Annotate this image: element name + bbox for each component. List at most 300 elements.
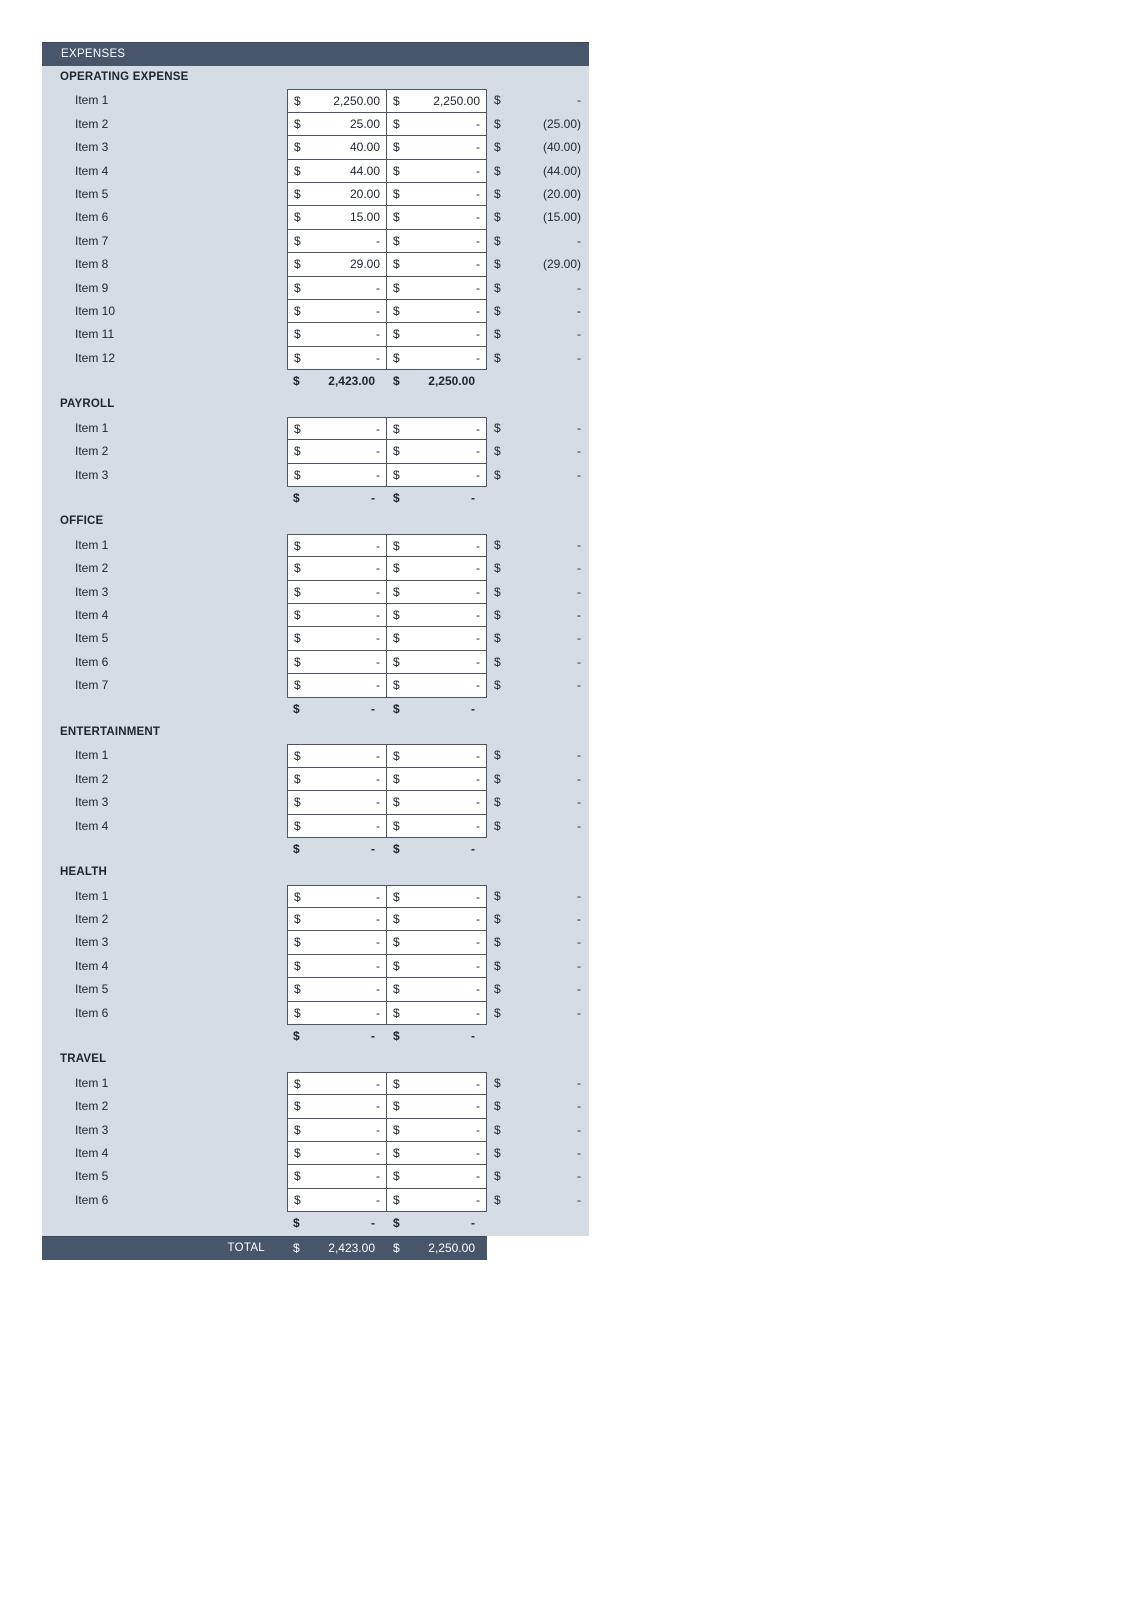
item-row — [42, 931, 589, 954]
item-row — [42, 347, 589, 370]
currency-symbol: $ — [494, 912, 501, 927]
subtotal-row — [42, 487, 589, 510]
col2-input-cell[interactable] — [387, 604, 487, 627]
col2-value: - — [476, 327, 480, 342]
currency-symbol: $ — [294, 327, 301, 342]
item-row — [42, 136, 589, 159]
item-label: Item 2 — [75, 771, 109, 786]
item-row — [42, 300, 589, 323]
difference-value: - — [577, 888, 581, 903]
currency-symbol: $ — [494, 631, 501, 646]
col2-input-cell[interactable] — [387, 815, 487, 838]
currency-symbol: $ — [294, 1122, 301, 1137]
col2-value: - — [476, 1145, 480, 1160]
item-label: Item 3 — [75, 935, 109, 950]
subtotal-col2-value: - — [471, 1216, 475, 1231]
currency-symbol: $ — [294, 1192, 301, 1207]
col2-value: - — [476, 303, 480, 318]
subtotal-col1-currency: $ — [293, 374, 300, 389]
item-row — [42, 323, 589, 346]
col2-input-cell[interactable] — [387, 464, 487, 487]
col2-input-cell[interactable] — [387, 347, 487, 370]
currency-symbol: $ — [494, 607, 501, 622]
currency-symbol: $ — [494, 795, 501, 810]
currency-symbol: $ — [294, 350, 301, 365]
item-row — [42, 768, 589, 791]
currency-symbol: $ — [294, 94, 301, 109]
currency-symbol: $ — [294, 584, 301, 599]
item-row — [42, 885, 589, 908]
col2-input-cell[interactable] — [387, 581, 487, 604]
item-row — [42, 183, 589, 206]
item-label: Item 4 — [75, 163, 109, 178]
currency-symbol: $ — [494, 467, 501, 482]
col2-input-cell[interactable] — [387, 791, 487, 814]
col1-value: - — [376, 1192, 380, 1207]
difference-value: - — [577, 958, 581, 973]
col2-value: - — [476, 1076, 480, 1091]
col1-input-cell[interactable] — [287, 815, 387, 838]
col2-value: - — [476, 631, 480, 646]
col1-input-cell[interactable] — [287, 277, 387, 300]
col1-input-cell[interactable] — [287, 768, 387, 791]
col1-input-cell[interactable] — [287, 744, 387, 767]
col1-value: - — [376, 1169, 380, 1184]
col2-input-cell[interactable] — [387, 1142, 487, 1165]
col2-input-cell[interactable] — [387, 1119, 487, 1142]
col1-input-cell[interactable] — [287, 557, 387, 580]
col2-input-cell[interactable] — [387, 277, 487, 300]
col2-input-cell[interactable] — [387, 908, 487, 931]
col2-input-cell[interactable] — [387, 89, 487, 112]
currency-symbol: $ — [393, 140, 400, 155]
currency-symbol: $ — [494, 233, 501, 248]
item-label: Item 3 — [75, 467, 109, 482]
col1-input-cell[interactable] — [287, 230, 387, 253]
col2-input-cell[interactable] — [387, 230, 487, 253]
currency-symbol: $ — [393, 935, 400, 950]
col1-input-cell[interactable] — [287, 89, 387, 112]
currency-symbol: $ — [294, 958, 301, 973]
currency-symbol: $ — [494, 1099, 501, 1114]
section-title: PAYROLL — [60, 398, 115, 411]
difference-value: (15.00) — [542, 210, 581, 225]
currency-symbol: $ — [494, 210, 501, 225]
currency-symbol: $ — [294, 140, 301, 155]
col2-value: - — [476, 140, 480, 155]
col2-value: - — [476, 958, 480, 973]
item-row — [42, 113, 589, 136]
currency-symbol: $ — [494, 444, 501, 459]
item-row — [42, 206, 589, 229]
col2-input-cell[interactable] — [387, 136, 487, 159]
subtotal-col1-currency: $ — [293, 1216, 300, 1231]
col2-input-cell[interactable] — [387, 768, 487, 791]
total-col1-value: 2,423.00 — [328, 1240, 375, 1255]
subtotal-col1-value: 2,423.00 — [328, 374, 375, 389]
currency-symbol: $ — [294, 421, 301, 436]
col1-input-cell[interactable] — [287, 136, 387, 159]
currency-symbol: $ — [393, 280, 400, 295]
item-row — [42, 627, 589, 650]
col1-value: - — [376, 561, 380, 576]
item-row — [42, 1189, 589, 1212]
subtotal-col1-value: - — [371, 701, 375, 716]
col2-value: - — [476, 116, 480, 131]
currency-symbol: $ — [294, 1099, 301, 1114]
difference-value: - — [577, 350, 581, 365]
expenses-body — [42, 66, 589, 1236]
item-label: Item 1 — [75, 748, 109, 763]
expenses-title: EXPENSES — [61, 48, 126, 60]
col1-value: 40.00 — [349, 140, 380, 155]
col1-input-cell[interactable] — [287, 1165, 387, 1188]
item-label: Item 7 — [75, 233, 109, 248]
currency-symbol: $ — [393, 912, 400, 927]
col1-value: - — [376, 421, 380, 436]
col1-value: 15.00 — [349, 210, 380, 225]
subtotal-col1-currency: $ — [293, 1029, 300, 1044]
currency-symbol: $ — [294, 467, 301, 482]
col1-input-cell[interactable] — [287, 931, 387, 954]
currency-symbol: $ — [294, 771, 301, 786]
item-row — [42, 1142, 589, 1165]
col1-value: 44.00 — [349, 163, 380, 178]
currency-symbol: $ — [294, 186, 301, 201]
item-label: Item 1 — [75, 537, 109, 552]
item-row — [42, 1095, 589, 1118]
col1-value: - — [376, 1099, 380, 1114]
currency-symbol: $ — [494, 303, 501, 318]
currency-symbol: $ — [494, 561, 501, 576]
item-label: Item 11 — [75, 327, 115, 342]
item-row — [42, 1165, 589, 1188]
currency-symbol: $ — [393, 749, 400, 764]
col1-input-cell[interactable] — [287, 674, 387, 697]
item-row — [42, 440, 589, 463]
subtotal-col2-value: - — [471, 841, 475, 856]
col1-value: 2,250.00 — [333, 94, 380, 109]
col1-input-cell[interactable] — [287, 464, 387, 487]
col1-input-cell[interactable] — [287, 885, 387, 908]
col2-input-cell[interactable] — [387, 417, 487, 440]
item-row — [42, 534, 589, 557]
col2-value: - — [476, 257, 480, 272]
item-row — [42, 1072, 589, 1095]
currency-symbol: $ — [494, 1192, 501, 1207]
col1-value: - — [376, 631, 380, 646]
difference-value: - — [577, 327, 581, 342]
col1-input-cell[interactable] — [287, 347, 387, 370]
col1-input-cell[interactable] — [287, 651, 387, 674]
currency-symbol: $ — [393, 889, 400, 904]
col2-value: - — [476, 1122, 480, 1137]
col2-input-cell[interactable] — [387, 253, 487, 276]
currency-symbol: $ — [494, 678, 501, 693]
section-title: OFFICE — [60, 515, 104, 528]
col2-input-cell[interactable] — [387, 627, 487, 650]
subtotal-col2-currency: $ — [393, 701, 400, 716]
item-label: Item 6 — [75, 210, 109, 225]
difference-value: - — [577, 467, 581, 482]
col1-value: - — [376, 538, 380, 553]
item-label: Item 8 — [75, 257, 109, 272]
col1-input-cell[interactable] — [287, 908, 387, 931]
currency-symbol: $ — [294, 889, 301, 904]
currency-symbol: $ — [393, 186, 400, 201]
col1-value: - — [376, 444, 380, 459]
col1-value: - — [376, 233, 380, 248]
section-title: OPERATING EXPENSE — [60, 71, 189, 83]
difference-value: - — [577, 607, 581, 622]
item-row — [42, 604, 589, 627]
currency-symbol: $ — [393, 1076, 400, 1091]
col1-input-cell[interactable] — [287, 604, 387, 627]
col1-input-cell[interactable] — [287, 1072, 387, 1095]
col2-value: - — [476, 607, 480, 622]
subtotal-col2-currency: $ — [393, 1216, 400, 1231]
currency-symbol: $ — [294, 210, 301, 225]
item-label: Item 2 — [75, 561, 109, 576]
col2-value: - — [476, 678, 480, 693]
difference-value: - — [577, 771, 581, 786]
subtotal-col1-value: - — [371, 491, 375, 506]
col2-input-cell[interactable] — [387, 1072, 487, 1095]
col1-input-cell[interactable] — [287, 978, 387, 1001]
currency-symbol: $ — [393, 303, 400, 318]
currency-symbol: $ — [393, 1099, 400, 1114]
col1-input-cell[interactable] — [287, 627, 387, 650]
col1-input-cell[interactable] — [287, 1142, 387, 1165]
col2-input-cell[interactable] — [387, 323, 487, 346]
item-row — [42, 744, 589, 767]
difference-value: - — [577, 1145, 581, 1160]
currency-symbol: $ — [393, 163, 400, 178]
difference-value: - — [577, 303, 581, 318]
col2-input-cell[interactable] — [387, 931, 487, 954]
col2-value: - — [476, 210, 480, 225]
currency-symbol: $ — [494, 420, 501, 435]
col2-input-cell[interactable] — [387, 1165, 487, 1188]
item-row — [42, 674, 589, 697]
currency-symbol: $ — [494, 537, 501, 552]
col1-value: - — [376, 889, 380, 904]
col1-value: - — [376, 1076, 380, 1091]
currency-symbol: $ — [294, 1076, 301, 1091]
item-label: Item 3 — [75, 584, 109, 599]
col1-input-cell[interactable] — [287, 160, 387, 183]
col2-value: - — [476, 889, 480, 904]
currency-symbol: $ — [393, 210, 400, 225]
col1-input-cell[interactable] — [287, 440, 387, 463]
currency-symbol: $ — [393, 421, 400, 436]
currency-symbol: $ — [393, 607, 400, 622]
currency-symbol: $ — [494, 888, 501, 903]
difference-value: - — [577, 561, 581, 576]
item-label: Item 4 — [75, 818, 109, 833]
col1-input-cell[interactable] — [287, 1002, 387, 1025]
col2-input-cell[interactable] — [387, 744, 487, 767]
col2-input-cell[interactable] — [387, 440, 487, 463]
col2-input-cell[interactable] — [387, 183, 487, 206]
difference-value: - — [577, 1122, 581, 1137]
currency-symbol: $ — [393, 654, 400, 669]
currency-symbol: $ — [294, 818, 301, 833]
col2-value: 2,250.00 — [433, 94, 480, 109]
col2-value: - — [476, 1099, 480, 1114]
item-label: Item 2 — [75, 444, 109, 459]
col1-value: - — [376, 467, 380, 482]
col2-value: - — [476, 912, 480, 927]
col1-input-cell[interactable] — [287, 113, 387, 136]
col1-input-cell[interactable] — [287, 417, 387, 440]
col2-value: - — [476, 584, 480, 599]
difference-value: - — [577, 1169, 581, 1184]
total-col1-currency: $ — [293, 1240, 300, 1255]
subtotal-col2-value: 2,250.00 — [428, 374, 475, 389]
subtotal-col2-currency: $ — [393, 1029, 400, 1044]
currency-symbol: $ — [294, 303, 301, 318]
currency-symbol: $ — [393, 1122, 400, 1137]
currency-symbol: $ — [393, 795, 400, 810]
col1-value: - — [376, 303, 380, 318]
col2-value: - — [476, 186, 480, 201]
difference-value: - — [577, 818, 581, 833]
col2-input-cell[interactable] — [387, 206, 487, 229]
subtotal-col2-currency: $ — [393, 841, 400, 856]
currency-symbol: $ — [494, 748, 501, 763]
expense-section — [42, 393, 589, 510]
col2-input-cell[interactable] — [387, 113, 487, 136]
currency-symbol: $ — [494, 771, 501, 786]
difference-value: - — [577, 1099, 581, 1114]
col2-input-cell[interactable] — [387, 885, 487, 908]
col2-value: - — [476, 467, 480, 482]
item-row — [42, 955, 589, 978]
subtotal-row — [42, 698, 589, 721]
col1-input-cell[interactable] — [287, 581, 387, 604]
currency-symbol: $ — [294, 280, 301, 295]
col2-input-cell[interactable] — [387, 160, 487, 183]
item-label: Item 3 — [75, 1122, 109, 1137]
currency-symbol: $ — [294, 233, 301, 248]
item-label: Item 2 — [75, 116, 109, 131]
col2-value: - — [476, 561, 480, 576]
currency-symbol: $ — [294, 749, 301, 764]
currency-symbol: $ — [393, 350, 400, 365]
col1-value: - — [376, 678, 380, 693]
col1-input-cell[interactable] — [287, 1095, 387, 1118]
col2-value: - — [476, 538, 480, 553]
currency-symbol: $ — [494, 140, 501, 155]
currency-symbol: $ — [494, 93, 501, 108]
item-row — [42, 253, 589, 276]
item-label: Item 5 — [75, 631, 109, 646]
col1-input-cell[interactable] — [287, 183, 387, 206]
currency-symbol: $ — [393, 94, 400, 109]
item-label: Item 1 — [75, 420, 109, 435]
currency-symbol: $ — [494, 1169, 501, 1184]
currency-symbol: $ — [494, 982, 501, 997]
expense-section — [42, 721, 589, 861]
currency-symbol: $ — [294, 116, 301, 131]
currency-symbol: $ — [393, 467, 400, 482]
currency-symbol: $ — [294, 1169, 301, 1184]
currency-symbol: $ — [393, 538, 400, 553]
item-label: Item 6 — [75, 1005, 109, 1020]
item-row — [42, 230, 589, 253]
col1-input-cell[interactable] — [287, 300, 387, 323]
item-label: Item 2 — [75, 912, 109, 927]
difference-value: - — [577, 93, 581, 108]
col2-input-cell[interactable] — [387, 674, 487, 697]
currency-symbol: $ — [494, 1122, 501, 1137]
col2-input-cell[interactable] — [387, 534, 487, 557]
col2-input-cell[interactable] — [387, 1095, 487, 1118]
col1-input-cell[interactable] — [287, 253, 387, 276]
currency-symbol: $ — [494, 1005, 501, 1020]
item-label: Item 4 — [75, 958, 109, 973]
subtotal-row — [42, 838, 589, 861]
col1-input-cell[interactable] — [287, 534, 387, 557]
expense-section — [42, 66, 589, 393]
item-label: Item 6 — [75, 1192, 109, 1207]
col2-input-cell[interactable] — [387, 1002, 487, 1025]
col2-value: - — [476, 1192, 480, 1207]
item-label: Item 12 — [75, 350, 116, 365]
currency-symbol: $ — [393, 584, 400, 599]
difference-value: - — [577, 795, 581, 810]
col1-input-cell[interactable] — [287, 955, 387, 978]
currency-symbol: $ — [294, 912, 301, 927]
col1-input-cell[interactable] — [287, 206, 387, 229]
currency-symbol: $ — [494, 958, 501, 973]
item-row — [42, 815, 589, 838]
currency-symbol: $ — [393, 818, 400, 833]
col2-input-cell[interactable] — [387, 300, 487, 323]
subtotal-col1-currency: $ — [293, 491, 300, 506]
item-row — [42, 581, 589, 604]
currency-symbol: $ — [393, 444, 400, 459]
expense-section — [42, 1048, 589, 1235]
col2-value: - — [476, 350, 480, 365]
col2-input-cell[interactable] — [387, 955, 487, 978]
col2-input-cell[interactable] — [387, 557, 487, 580]
col2-input-cell[interactable] — [387, 978, 487, 1001]
col2-value: - — [476, 795, 480, 810]
currency-symbol: $ — [294, 444, 301, 459]
currency-symbol: $ — [393, 982, 400, 997]
item-row — [42, 417, 589, 440]
subtotal-row — [42, 370, 589, 393]
col1-value: - — [376, 654, 380, 669]
col1-input-cell[interactable] — [287, 323, 387, 346]
col2-value: - — [476, 233, 480, 248]
col1-input-cell[interactable] — [287, 1189, 387, 1212]
col1-input-cell[interactable] — [287, 791, 387, 814]
col2-input-cell[interactable] — [387, 651, 487, 674]
currency-symbol: $ — [294, 795, 301, 810]
col1-value: 29.00 — [349, 257, 380, 272]
col2-input-cell[interactable] — [387, 1189, 487, 1212]
currency-symbol: $ — [494, 1145, 501, 1160]
item-row — [42, 908, 589, 931]
col1-input-cell[interactable] — [287, 1119, 387, 1142]
difference-value: - — [577, 1005, 581, 1020]
subtotal-row — [42, 1025, 589, 1048]
subtotal-col1-currency: $ — [293, 701, 300, 716]
col2-value: - — [476, 982, 480, 997]
